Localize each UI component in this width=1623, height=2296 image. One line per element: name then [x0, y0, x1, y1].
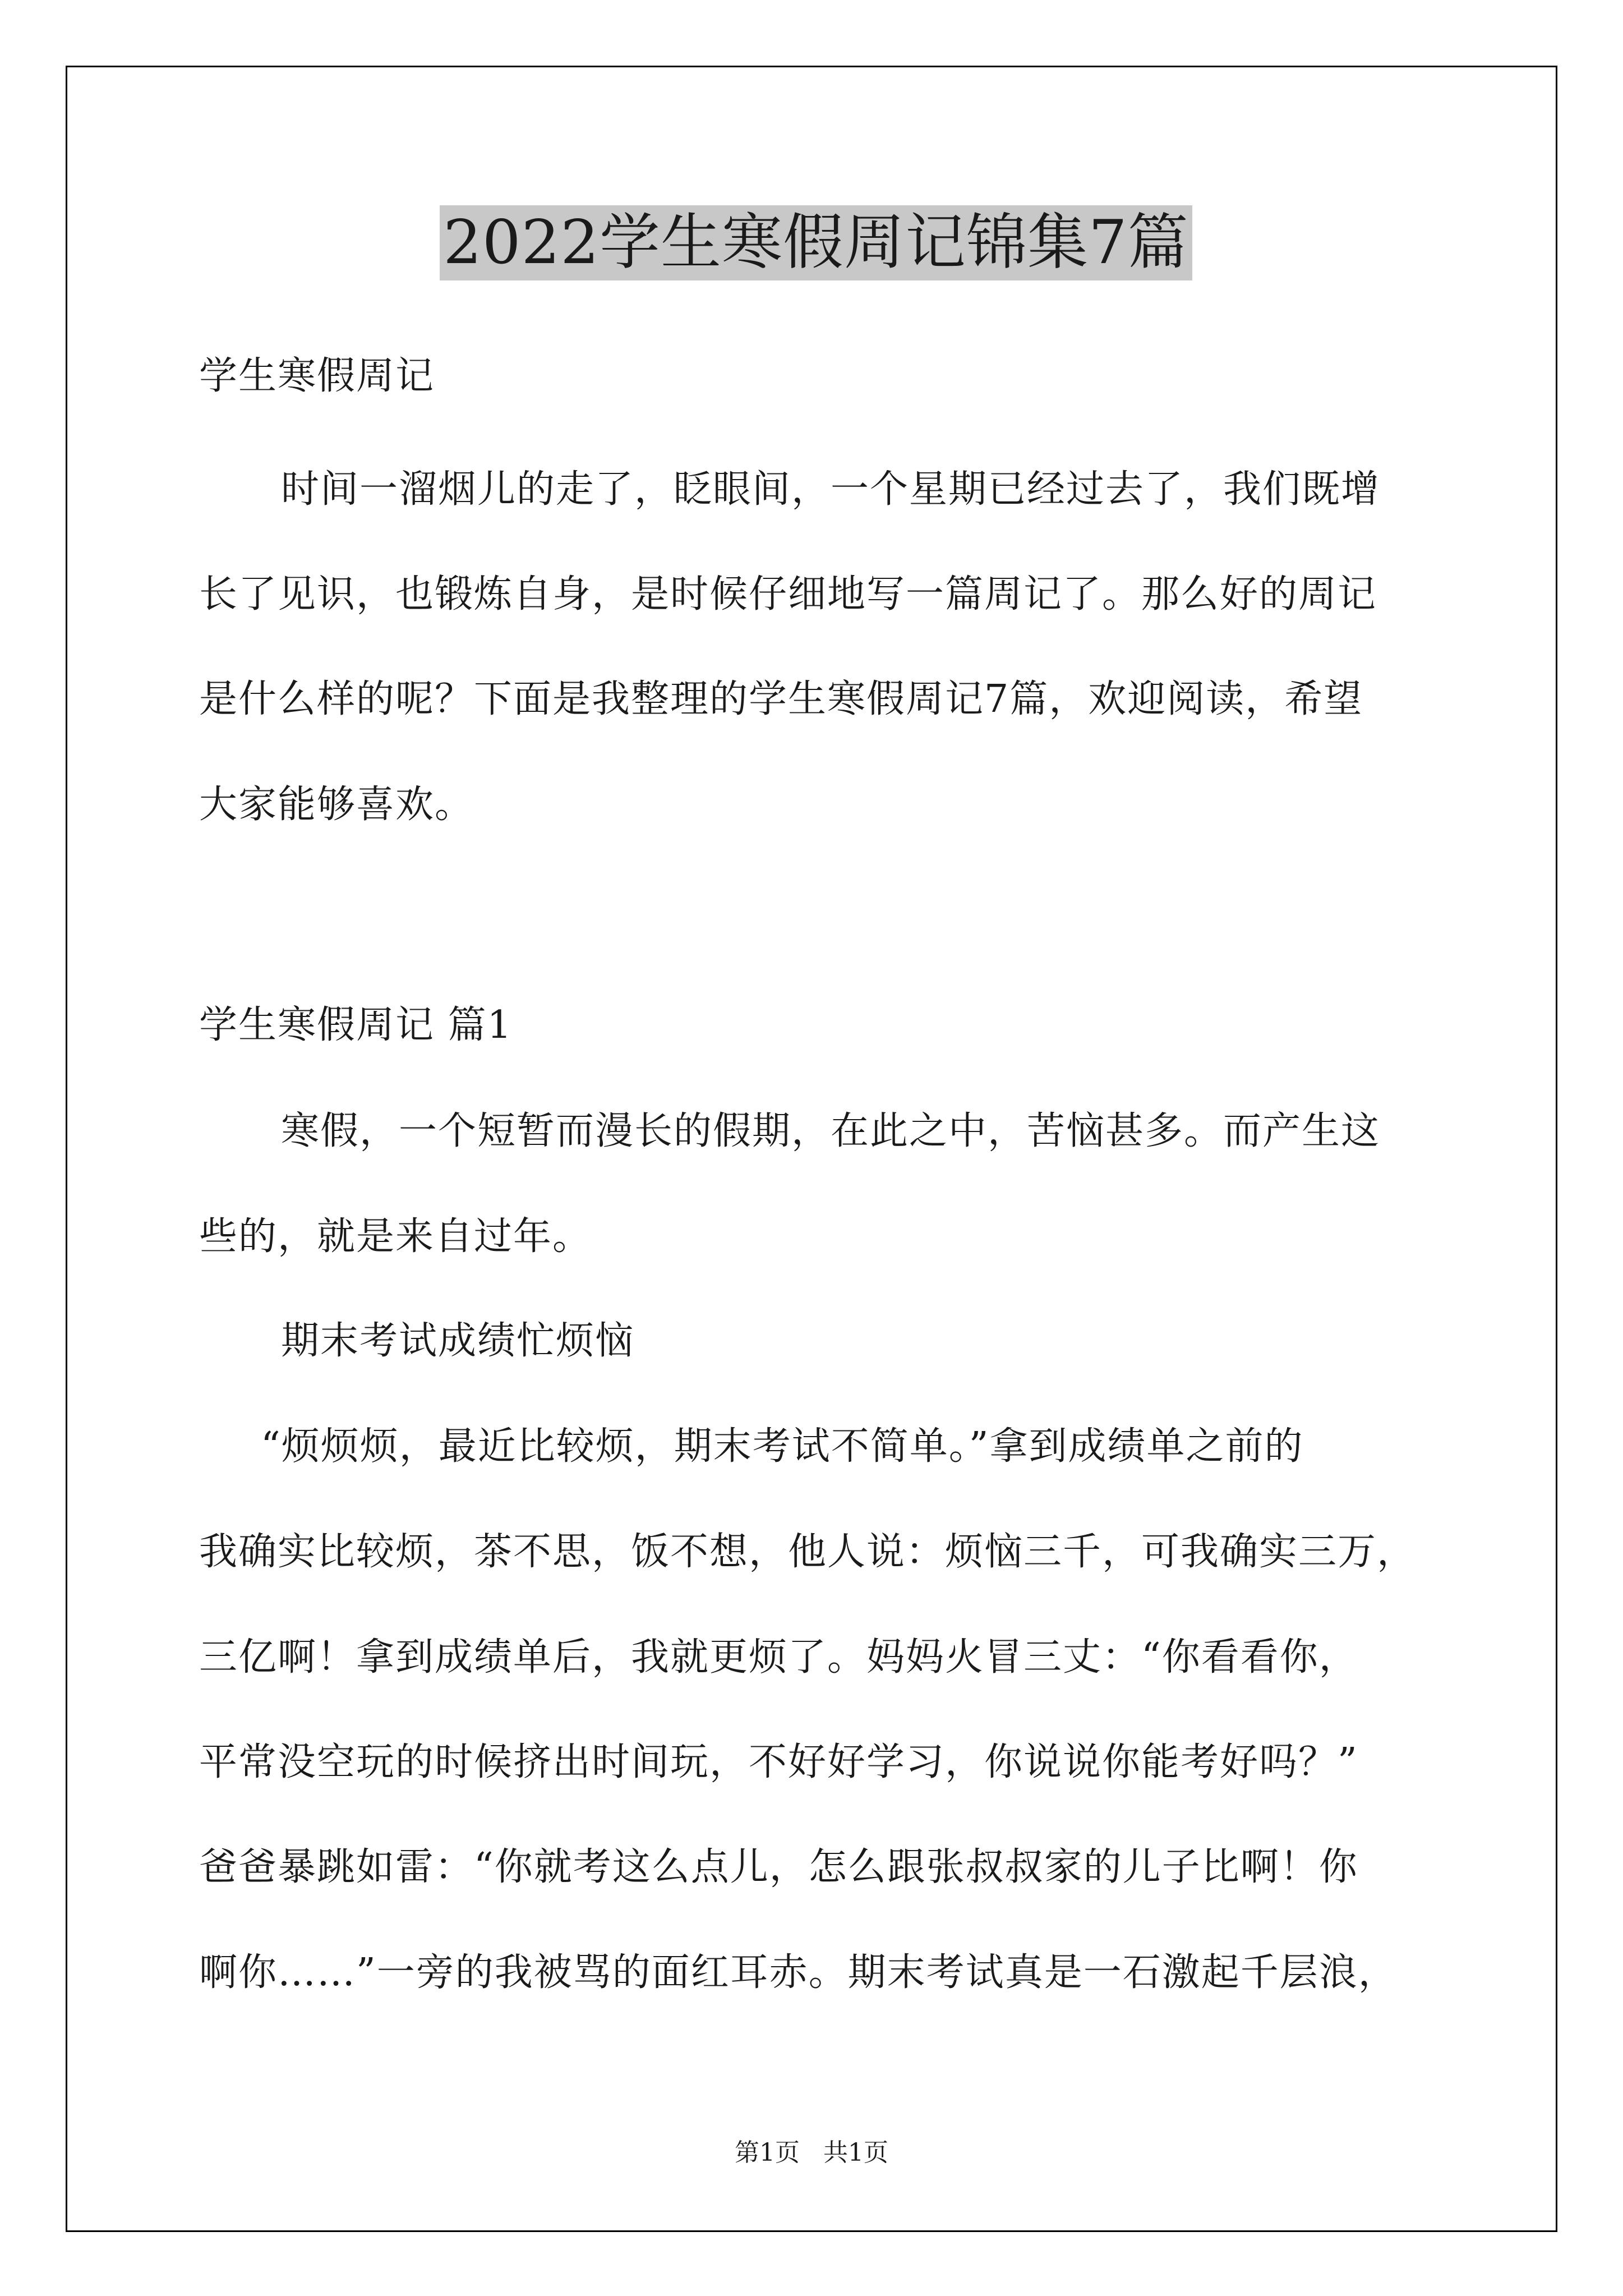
- paragraph-line: 我确实比较烦，茶不思，饭不想，他人说：烦恼三千，可我确实三万，: [199, 1530, 1417, 1574]
- paragraph-line: 爸爸暴跳如雷：“你就考这么点儿，怎么跟张叔叔家的儿子比啊！你: [199, 1845, 1358, 1889]
- intro-heading: 学生寒假周记: [199, 354, 435, 398]
- paragraph-line: 寒假，一个短暂而漫长的假期，在此之中，苦恼甚多。而产生这: [281, 1109, 1381, 1153]
- document-title: 2022学生寒假周记锦集7篇: [440, 205, 1192, 280]
- section-heading: 学生寒假周记 篇1: [199, 1003, 513, 1047]
- intro-line: 时间一溜烟儿的走了，眨眼间，一个星期已经过去了，我们既增: [281, 467, 1381, 512]
- paragraph-line: 些的，就是来自过年。: [199, 1214, 592, 1259]
- paragraph-line: 啊你……”一旁的我被骂的面红耳赤。期末考试真是一石激起千层浪，: [199, 1950, 1398, 1995]
- paragraph-line: 平常没空玩的时候挤出时间玩，不好好学习，你说说你能考好吗？”: [199, 1740, 1358, 1784]
- intro-line: 大家能够喜欢。: [199, 783, 474, 827]
- page-footer: 第1页 共1页: [735, 2138, 888, 2167]
- subheading: 期末考试成绩忙烦恼: [281, 1319, 635, 1363]
- intro-line: 长了见识，也锻炼自身，是时候仔细地写一篇周记了。那么好的周记: [199, 572, 1377, 616]
- title-wrap: [199, 205, 1433, 280]
- paragraph-line: “烦烦烦，最近比较烦，期末考试不简单。”拿到成绩单之前的: [261, 1424, 1304, 1469]
- intro-line: 是什么样的呢？下面是我整理的学生寒假周记7篇，欢迎阅读，希望: [199, 677, 1363, 721]
- paragraph-line: 三亿啊！拿到成绩单后，我就更烦了。妈妈火冒三丈：“你看看你，: [199, 1635, 1358, 1680]
